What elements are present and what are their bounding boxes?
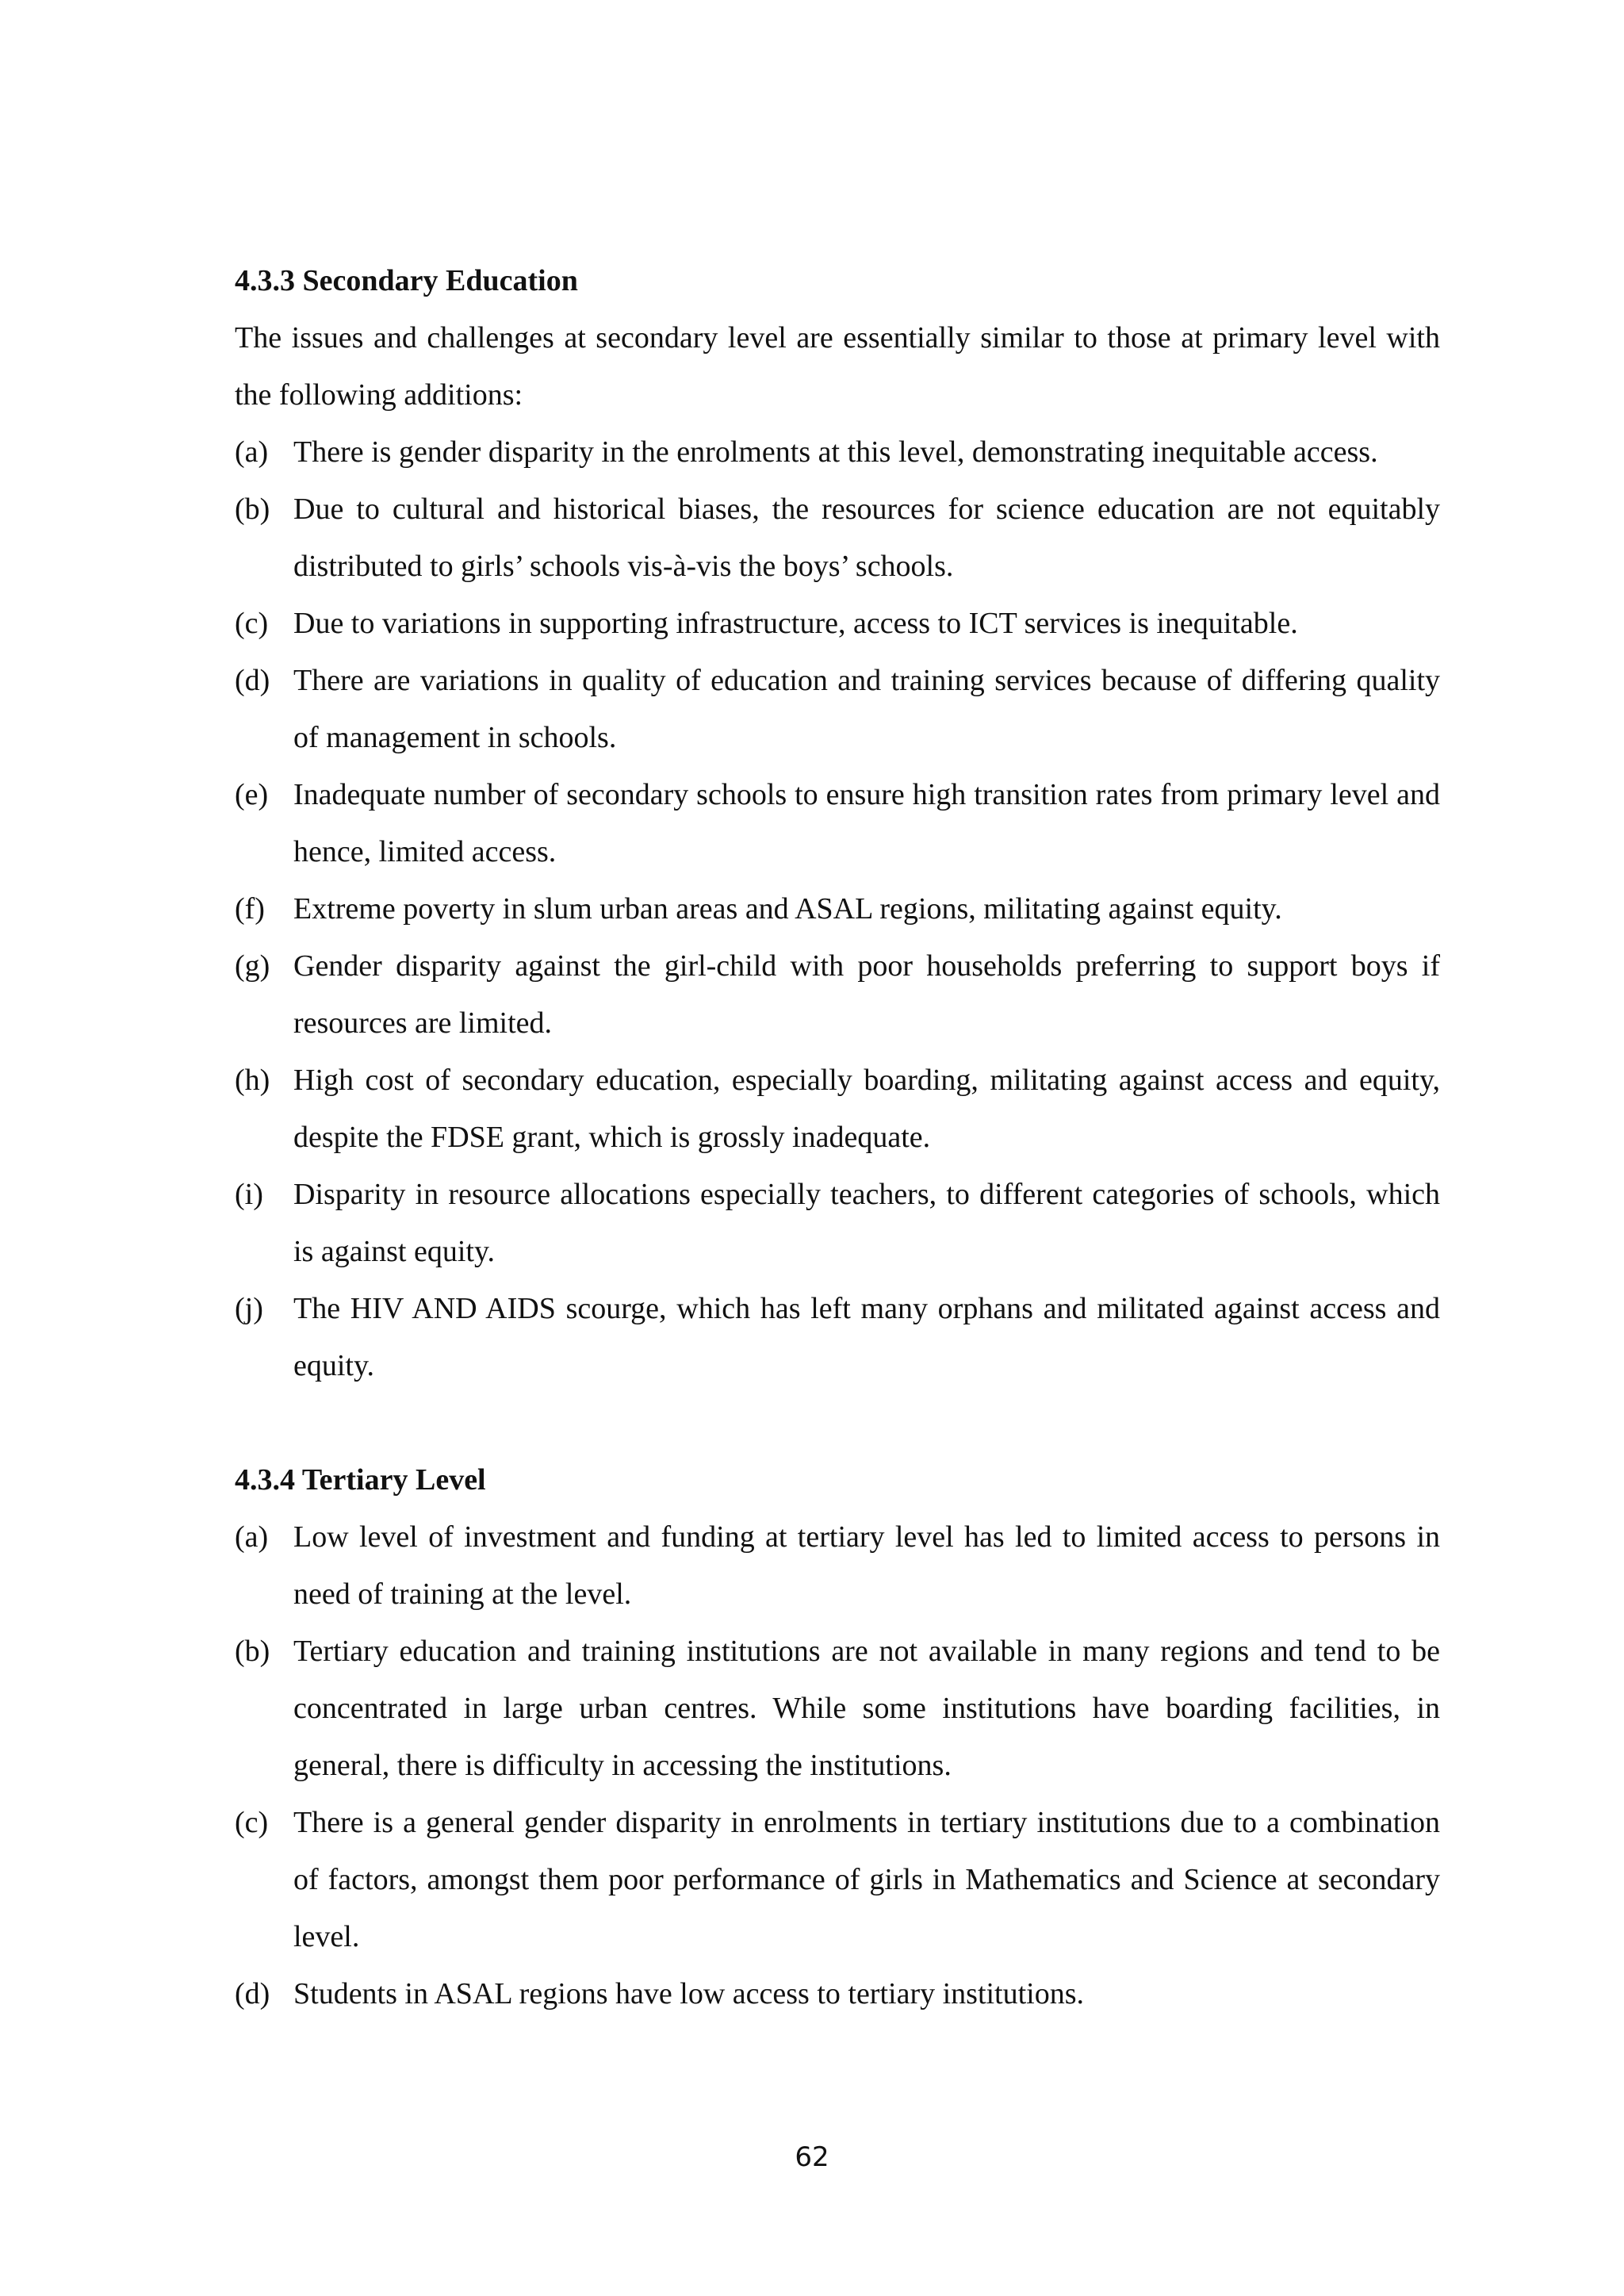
list-item bbox=[235, 880, 1440, 937]
list-marker: (h) bbox=[235, 1064, 270, 1097]
list-item bbox=[235, 1508, 1440, 1623]
list-item-text: Students in ASAL regions have low access to tertiary institutions. bbox=[293, 1977, 1085, 2010]
list-marker: (i) bbox=[235, 1178, 263, 1211]
section-heading-tertiary-level: 4.3.4 Tertiary Level bbox=[235, 1463, 486, 1497]
section-intro-paragraph: The issues and challenges at secondary level are essentially similar to those at primary level with the following additions: bbox=[235, 321, 1440, 412]
list-item-text: Inadequate number of secondary schools to ensure high transition rates from primary level and hence, limited access. bbox=[293, 778, 1440, 868]
list-item bbox=[235, 1280, 1440, 1394]
list-item-text: Disparity in resource allocations especially teachers, to different categories of schools, which is against equity. bbox=[293, 1178, 1440, 1268]
secondary-issues-list bbox=[235, 424, 1440, 1394]
section-spacer bbox=[235, 1394, 1440, 1451]
list-marker: (g) bbox=[235, 949, 270, 983]
list-marker: (d) bbox=[235, 664, 270, 697]
list-item bbox=[235, 1623, 1440, 1794]
list-marker: (b) bbox=[235, 493, 270, 526]
list-item bbox=[235, 766, 1440, 880]
section-heading-secondary-education: 4.3.3 Secondary Education bbox=[235, 264, 578, 297]
list-marker: (f) bbox=[235, 892, 265, 926]
list-item bbox=[235, 1052, 1440, 1166]
list-item-text: Gender disparity against the girl-child with poor households preferring to support boys if resources are limited. bbox=[293, 949, 1440, 1040]
list-item bbox=[235, 1166, 1440, 1280]
list-marker: (c) bbox=[235, 607, 269, 640]
list-item-text: Due to cultural and historical biases, the resources for science education are not equitably distributed to girls’ schools vis-à-vis the boys’ schools. bbox=[293, 493, 1440, 583]
list-item bbox=[235, 1965, 1440, 2022]
page-number: 62 bbox=[795, 2141, 829, 2173]
list-item bbox=[235, 595, 1440, 652]
list-marker: (d) bbox=[235, 1977, 270, 2010]
list-item-text: High cost of secondary education, especially boarding, militating against access and equity, despite the FDSE grant, which is grossly inadequate. bbox=[293, 1064, 1440, 1154]
document-page bbox=[235, 252, 1440, 2022]
list-item bbox=[235, 481, 1440, 595]
list-item-text: Tertiary education and training institutions are not available in many regions and tend to be concentrated in large urban centres. While some institutions have boarding facilities, in general, there is difficulty in accessing the institutions. bbox=[293, 1635, 1440, 1782]
list-item-text: There is gender disparity in the enrolments at this level, demonstrating inequitable access. bbox=[293, 435, 1378, 469]
list-item-text: There is a general gender disparity in enrolments in tertiary institutions due to a combination of factors, amongst them poor performance of girls in Mathematics and Science at secondary level. bbox=[293, 1806, 1440, 1953]
list-marker: (a) bbox=[235, 1520, 269, 1554]
list-marker: (j) bbox=[235, 1292, 263, 1325]
list-item-text: Extreme poverty in slum urban areas and ASAL regions, militating against equity. bbox=[293, 892, 1282, 926]
list-item-text: Due to variations in supporting infrastructure, access to ICT services is inequitable. bbox=[293, 607, 1298, 640]
list-marker: (b) bbox=[235, 1635, 270, 1668]
list-marker: (c) bbox=[235, 1806, 269, 1839]
list-item bbox=[235, 937, 1440, 1052]
tertiary-issues-list bbox=[235, 1508, 1440, 2022]
list-item bbox=[235, 424, 1440, 481]
list-marker: (e) bbox=[235, 778, 269, 811]
list-marker: (a) bbox=[235, 435, 269, 469]
list-item-text: Low level of investment and funding at tertiary level has led to limited access to persons in need of training at the level. bbox=[293, 1520, 1440, 1611]
list-item-text: The HIV AND AIDS scourge, which has left many orphans and militated against access and equity. bbox=[293, 1292, 1440, 1382]
list-item-text: There are variations in quality of education and training services because of differing quality of management in schools. bbox=[293, 664, 1440, 754]
list-item bbox=[235, 1794, 1440, 1965]
list-item bbox=[235, 652, 1440, 766]
